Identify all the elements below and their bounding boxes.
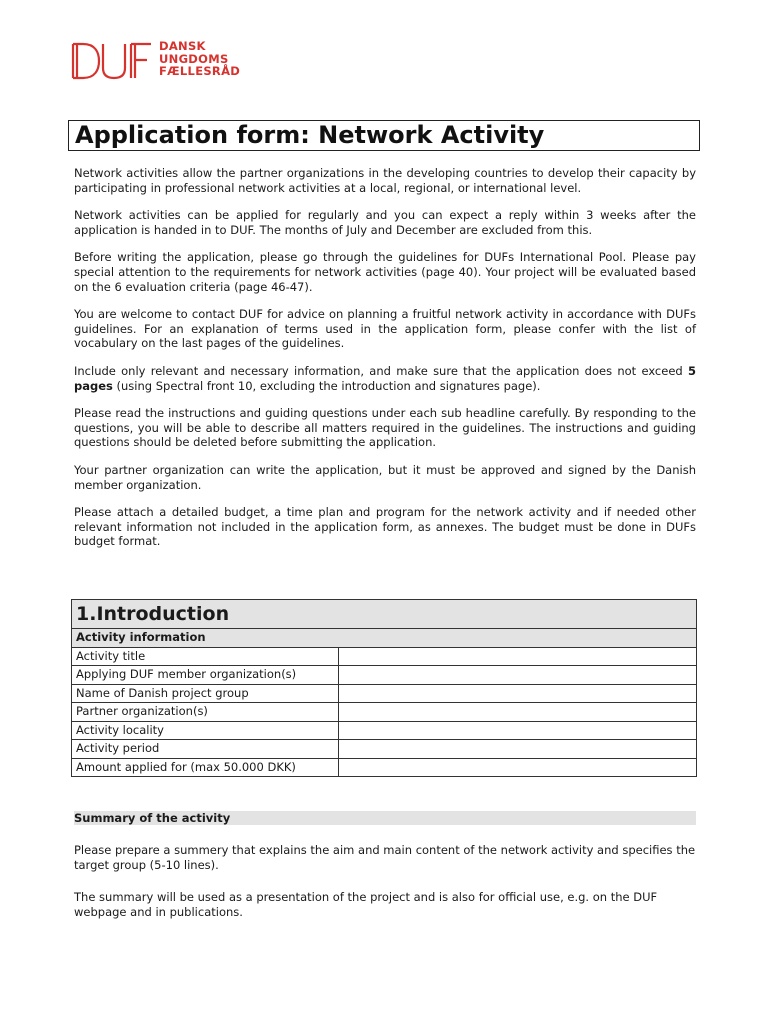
subheading-row	[72, 629, 697, 648]
page-limit-bold: 5 pages	[74, 363, 696, 393]
logo-line-3: FÆLLESRÅD	[159, 64, 241, 78]
row-label: Name of Danish project group	[72, 684, 339, 703]
logo-line-1: DANSK	[159, 39, 206, 53]
row-label: Activity period	[72, 740, 339, 759]
summary-paragraph-1: Please prepare a summery that explains the aim and main content of the network activity and specifies the target group (5-10 lines).	[74, 843, 696, 872]
page-limit-text-after: (using Spectral front 10, excluding the introduction and signatures page).	[112, 378, 541, 393]
row-label: Partner organization(s)	[72, 703, 339, 722]
intro-paragraph-2: Network activities can be applied for regularly and you can expect a reply within 3 weeks after the application is handed in to DUF. The months of July and December are excluded from this.	[74, 208, 696, 237]
table-row	[72, 684, 697, 703]
logo-line-2: UNGDOMS	[159, 51, 229, 66]
intro-paragraph-3: Before writing the application, please go through the guidelines for DUFs International Pool. Please pay special attention to the requirements for network activities (page 40). Your project will be evaluated based on the 6 evaluation criteria (page 46-47).	[74, 250, 696, 294]
row-value-field[interactable]	[339, 647, 697, 666]
row-label: Activity title	[72, 647, 339, 666]
table-row	[72, 758, 697, 777]
row-label: Activity locality	[72, 721, 339, 740]
table-row	[72, 740, 697, 759]
activity-info-table	[71, 599, 697, 777]
row-label: Applying DUF member organization(s)	[72, 666, 339, 685]
intro-text	[74, 166, 696, 562]
summary-paragraph-2: The summary will be used as a presentation of the project and is also for official use, e.g. on the DUF webpage and in publications.	[74, 890, 658, 919]
duf-logo	[71, 40, 251, 80]
table-subheading: Activity information	[72, 629, 697, 648]
row-value-field[interactable]	[339, 684, 697, 703]
section-heading: 1.Introduction	[72, 600, 697, 629]
row-value-field[interactable]	[339, 740, 697, 759]
page-limit-text-before: Include only relevant and necessary information, and make sure that the application does not exceed	[74, 363, 688, 378]
logo-wordmark	[159, 40, 240, 78]
summary-heading: Summary of the activity	[74, 811, 696, 825]
intro-paragraph-6: Please read the instructions and guiding questions under each sub headline carefully. By responding to the questions, you will be able to describe all matters required in the guidelines. The instructions and guiding questions should be deleted before submitting the application.	[74, 406, 696, 450]
row-label: Amount applied for (max 50.000 DKK)	[72, 758, 339, 777]
duf-logo-mark	[71, 42, 153, 80]
row-value-field[interactable]	[339, 703, 697, 722]
table-row	[72, 703, 697, 722]
intro-paragraph-5	[74, 364, 696, 393]
row-value-field[interactable]	[339, 666, 697, 685]
summary-text	[74, 843, 696, 937]
table-row	[72, 666, 697, 685]
row-value-field[interactable]	[339, 721, 697, 740]
intro-paragraph-7: Your partner organization can write the application, but it must be approved and signed by the Danish member organization.	[74, 462, 696, 492]
section-heading-row	[72, 600, 697, 629]
intro-paragraph-4: You are welcome to contact DUF for advice on planning a fruitful network activity in accordance with DUFs guidelines. For an explanation of terms used in the application form, please confer with the list of vocabulary on the last pages of the guidelines.	[74, 307, 696, 351]
title-box	[68, 120, 700, 151]
intro-paragraph-1: Network activities allow the partner organizations in the developing countries to develop their capacity by participating in professional network activities at a local, regional, or international level.	[74, 166, 696, 195]
table-row	[72, 647, 697, 666]
row-value-field[interactable]	[339, 758, 697, 777]
intro-paragraph-8: Please attach a detailed budget, a time plan and program for the network activity and if needed other relevant information not included in the application form, as annexes. The budget must be done in DUFs budget format.	[74, 505, 696, 549]
table-row	[72, 721, 697, 740]
page-title: Application form: Network Activity	[75, 121, 545, 149]
